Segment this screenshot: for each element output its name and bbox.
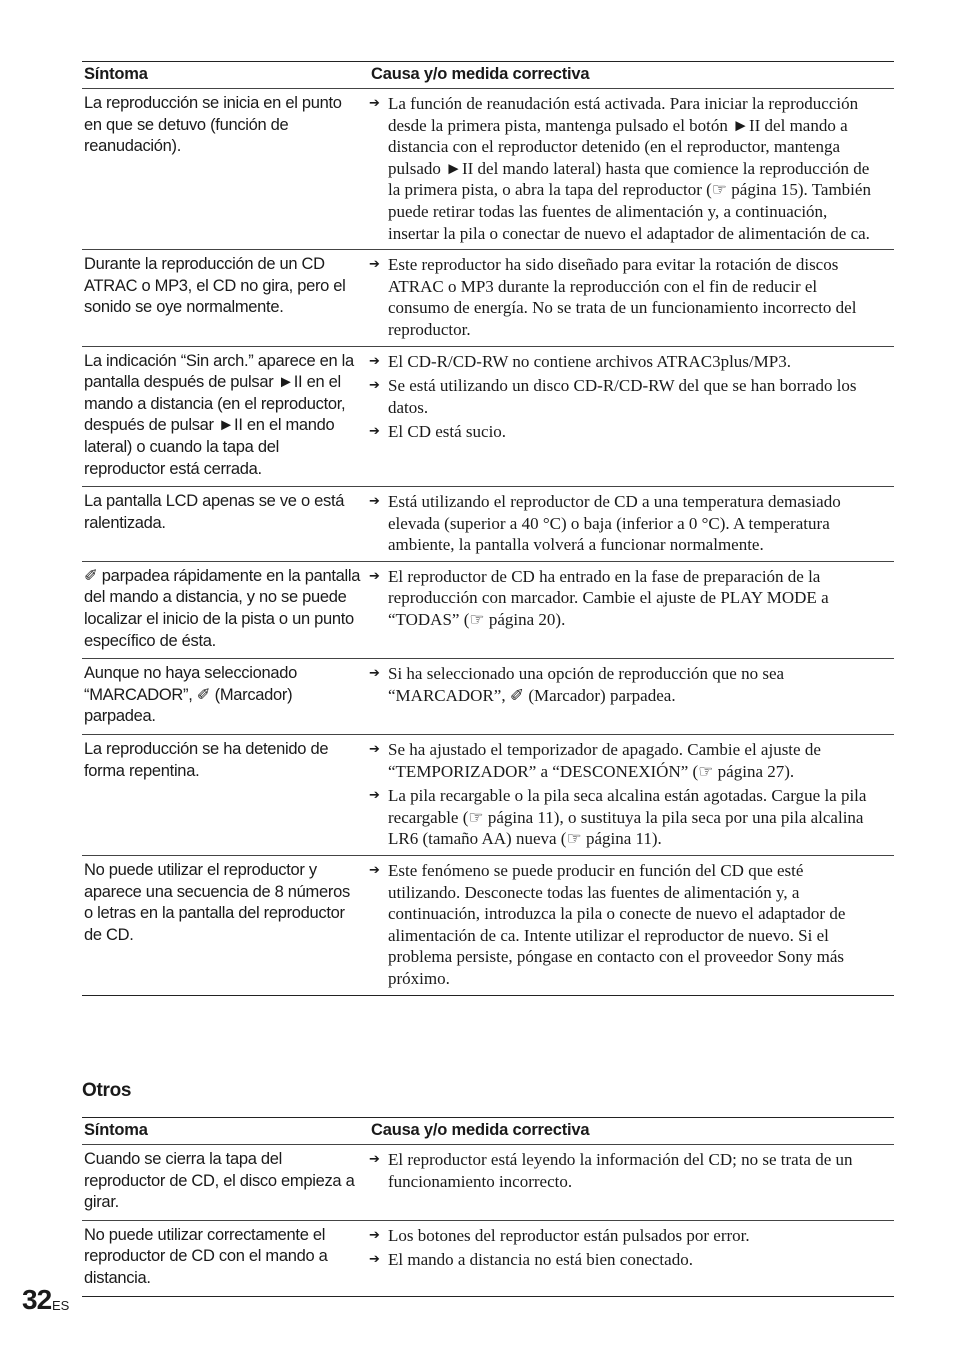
arrow-right-icon: ➔: [369, 742, 380, 758]
cause-item: [369, 93, 876, 244]
table-row: [82, 856, 894, 996]
arrow-right-icon: ➔: [369, 494, 380, 510]
cause-cell: [369, 735, 894, 856]
table-row: [82, 659, 894, 735]
symptom-cell: La reproducción se ha detenido de forma repentina.: [84, 740, 329, 780]
cause-text: Se está utilizando un disco CD-R/CD-RW del que se han borrado los datos.: [388, 376, 857, 417]
cause-text: Este reproductor ha sido diseñado para evitar la rotación de discos ATRAC o MP3 durante la reproducción con el fin de reducir el consumo de energía. No se trata de un funcionamiento incorrecto del reproductor.: [388, 255, 857, 339]
arrow-right-icon: ➔: [369, 424, 380, 440]
table-header-row: [82, 1118, 894, 1145]
cause-text: El reproductor está leyendo la información del CD; no se trata de un funcionamiento incorrecto.: [388, 1150, 853, 1191]
arrow-right-icon: ➔: [369, 863, 380, 878]
table-row: [82, 487, 894, 562]
cause-text: Está utilizando el reproductor de CD a una temperatura demasiado elevada (superior a 40 °C) o baja (inferior a 0 °C). A temperatura ambiente, la pantalla volverá a funcionar normalmente.: [388, 492, 841, 555]
table-row: [82, 735, 894, 856]
header-symptom: Síntoma: [84, 1121, 148, 1139]
cause-text: Este fenómeno se puede producir en función del CD que esté utilizando. Desconecte todas las fuentes de alimentación y, a continuación, introduzca la pila o conecte de nuevo el adaptador de alimentación de ca. Intente utilizar el reproductor de nuevo. Si el problema persiste, póngase en contacto con el proveedor Sony más próximo.: [388, 861, 846, 988]
table-row: [82, 250, 894, 346]
cause-text: El CD está sucio.: [388, 422, 507, 442]
cause-item: [369, 1249, 876, 1271]
page-language: ES: [52, 1298, 70, 1313]
arrow-right-icon: ➔: [369, 257, 380, 273]
cause-cell: [369, 659, 894, 735]
cause-text: El mando a distancia no está bien conectado.: [388, 1250, 693, 1270]
header-cause: Causa y/o medida correctiva: [371, 65, 590, 83]
arrow-right-icon: ➔: [369, 666, 380, 682]
cause-item: [369, 351, 876, 373]
cause-text: Si ha seleccionado una opción de reproducción que no sea “MARCADOR”, ✐ (Marcador) parpadea.: [388, 664, 785, 705]
symptom-cell: No puede utilizar el reproductor y aparece una secuencia de 8 números o letras en la pantalla del reproductor de CD.: [84, 861, 350, 944]
symptom-cell: La reproducción se inicia en el punto en que se detuvo (función de reanudación).: [84, 94, 342, 156]
cause-item: [369, 1225, 876, 1247]
other-problems-table: [82, 1117, 894, 1297]
arrow-right-icon: ➔: [369, 568, 380, 584]
symptom-cell: Cuando se cierra la tapa del reproductor de CD, el disco empieza a girar.: [84, 1150, 355, 1212]
symptom-cell: ✐ parpadea rápidamente en la pantalla del mando a distancia, y no se puede localizar el inicio de la pista o un punto específico de ésta.: [84, 566, 361, 650]
troubleshooting-table: [82, 61, 894, 996]
arrow-right-icon: ➔: [369, 378, 380, 394]
arrow-right-icon: ➔: [369, 96, 380, 111]
table-header-row: [82, 62, 894, 89]
cause-text: El CD-R/CD-RW no contiene archivos ATRAC3plus/MP3.: [388, 351, 791, 371]
symptom-cell: Durante la reproducción de un CD ATRAC o MP3, el CD no gira, pero el sonido se oye normalmente.: [84, 255, 346, 317]
cause-item: [369, 254, 876, 340]
cause-item: [369, 566, 876, 631]
cause-text: El reproductor de CD ha entrado en la fase de preparación de la reproducción con marcador. Cambie el ajuste de PLAY MODE a “TODAS” (☞ página 20).: [388, 566, 829, 630]
section-title-otros: Otros: [82, 1080, 132, 1101]
arrow-right-icon: ➔: [369, 1252, 380, 1268]
cause-cell: [369, 487, 894, 562]
table-row: [82, 561, 894, 658]
arrow-right-icon: ➔: [369, 353, 380, 369]
arrow-right-icon: ➔: [369, 1152, 380, 1167]
cause-cell: [369, 346, 894, 487]
cause-cell: [369, 856, 894, 996]
page-number: 32: [22, 1284, 52, 1315]
cause-item: [369, 663, 876, 706]
cause-cell: [369, 1220, 894, 1296]
arrow-right-icon: ➔: [369, 788, 380, 804]
cause-item: [369, 860, 876, 990]
symptom-cell: La pantalla LCD apenas se ve o está ralentizada.: [84, 492, 345, 532]
header-symptom: Síntoma: [84, 65, 148, 83]
cause-cell: [369, 250, 894, 346]
header-cause: Causa y/o medida correctiva: [371, 1121, 590, 1139]
table-row: [82, 1220, 894, 1296]
cause-item: [369, 739, 876, 782]
arrow-right-icon: ➔: [369, 1227, 380, 1243]
cause-cell: [369, 561, 894, 658]
cause-text: La pila recargable o la pila seca alcalina están agotadas. Cargue la pila recargable (☞ página 11), o sustituya la pila seca por una pila alcalina LR6 (tamaño AA) nueva (☞ página 11).: [388, 786, 867, 849]
table-row: [82, 1145, 894, 1221]
cause-cell: [369, 89, 894, 250]
symptom-cell: No puede utilizar correctamente el reproductor de CD con el mando a distancia.: [84, 1225, 328, 1287]
cause-text: La función de reanudación está activada. Para iniciar la reproducción desde la primera pista, mantenga pulsado el botón ►II del mando a distancia con el reproductor detenido (en el reproductor, mantenga pulsado ►II del mando lateral) hasta que comience la reproducción de la primera pista, o abra la tapa del reproductor (☞ página 15). También puede retirar todas las fuentes de alimentación y, a continuación, insertar la pila o conectar de nuevo el adaptador de alimentación de ca.: [388, 94, 871, 243]
cause-item: [369, 375, 876, 418]
table-row: [82, 346, 894, 487]
table-row: [82, 89, 894, 250]
cause-text: Se ha ajustado el temporizador de apagado. Cambie el ajuste de “TEMPORIZADOR” a “DESCONEXIÓN” (☞ página 27).: [388, 740, 821, 781]
cause-cell: [369, 1145, 894, 1221]
cause-text: Los botones del reproductor están pulsados por error.: [388, 1225, 750, 1245]
cause-item: [369, 491, 876, 556]
symptom-cell: La indicación “Sin arch.” aparece en la pantalla después de pulsar ►II en el mando a distancia (en el reproductor, después de pulsar ►II en el mando lateral) o cuando la tapa del reproductor está cerrada.: [84, 351, 354, 478]
cause-item: [369, 421, 876, 443]
symptom-cell: Aunque no haya seleccionado “MARCADOR”, ✐ (Marcador) parpadea.: [84, 664, 297, 726]
cause-item: [369, 785, 876, 850]
cause-item: [369, 1149, 876, 1192]
